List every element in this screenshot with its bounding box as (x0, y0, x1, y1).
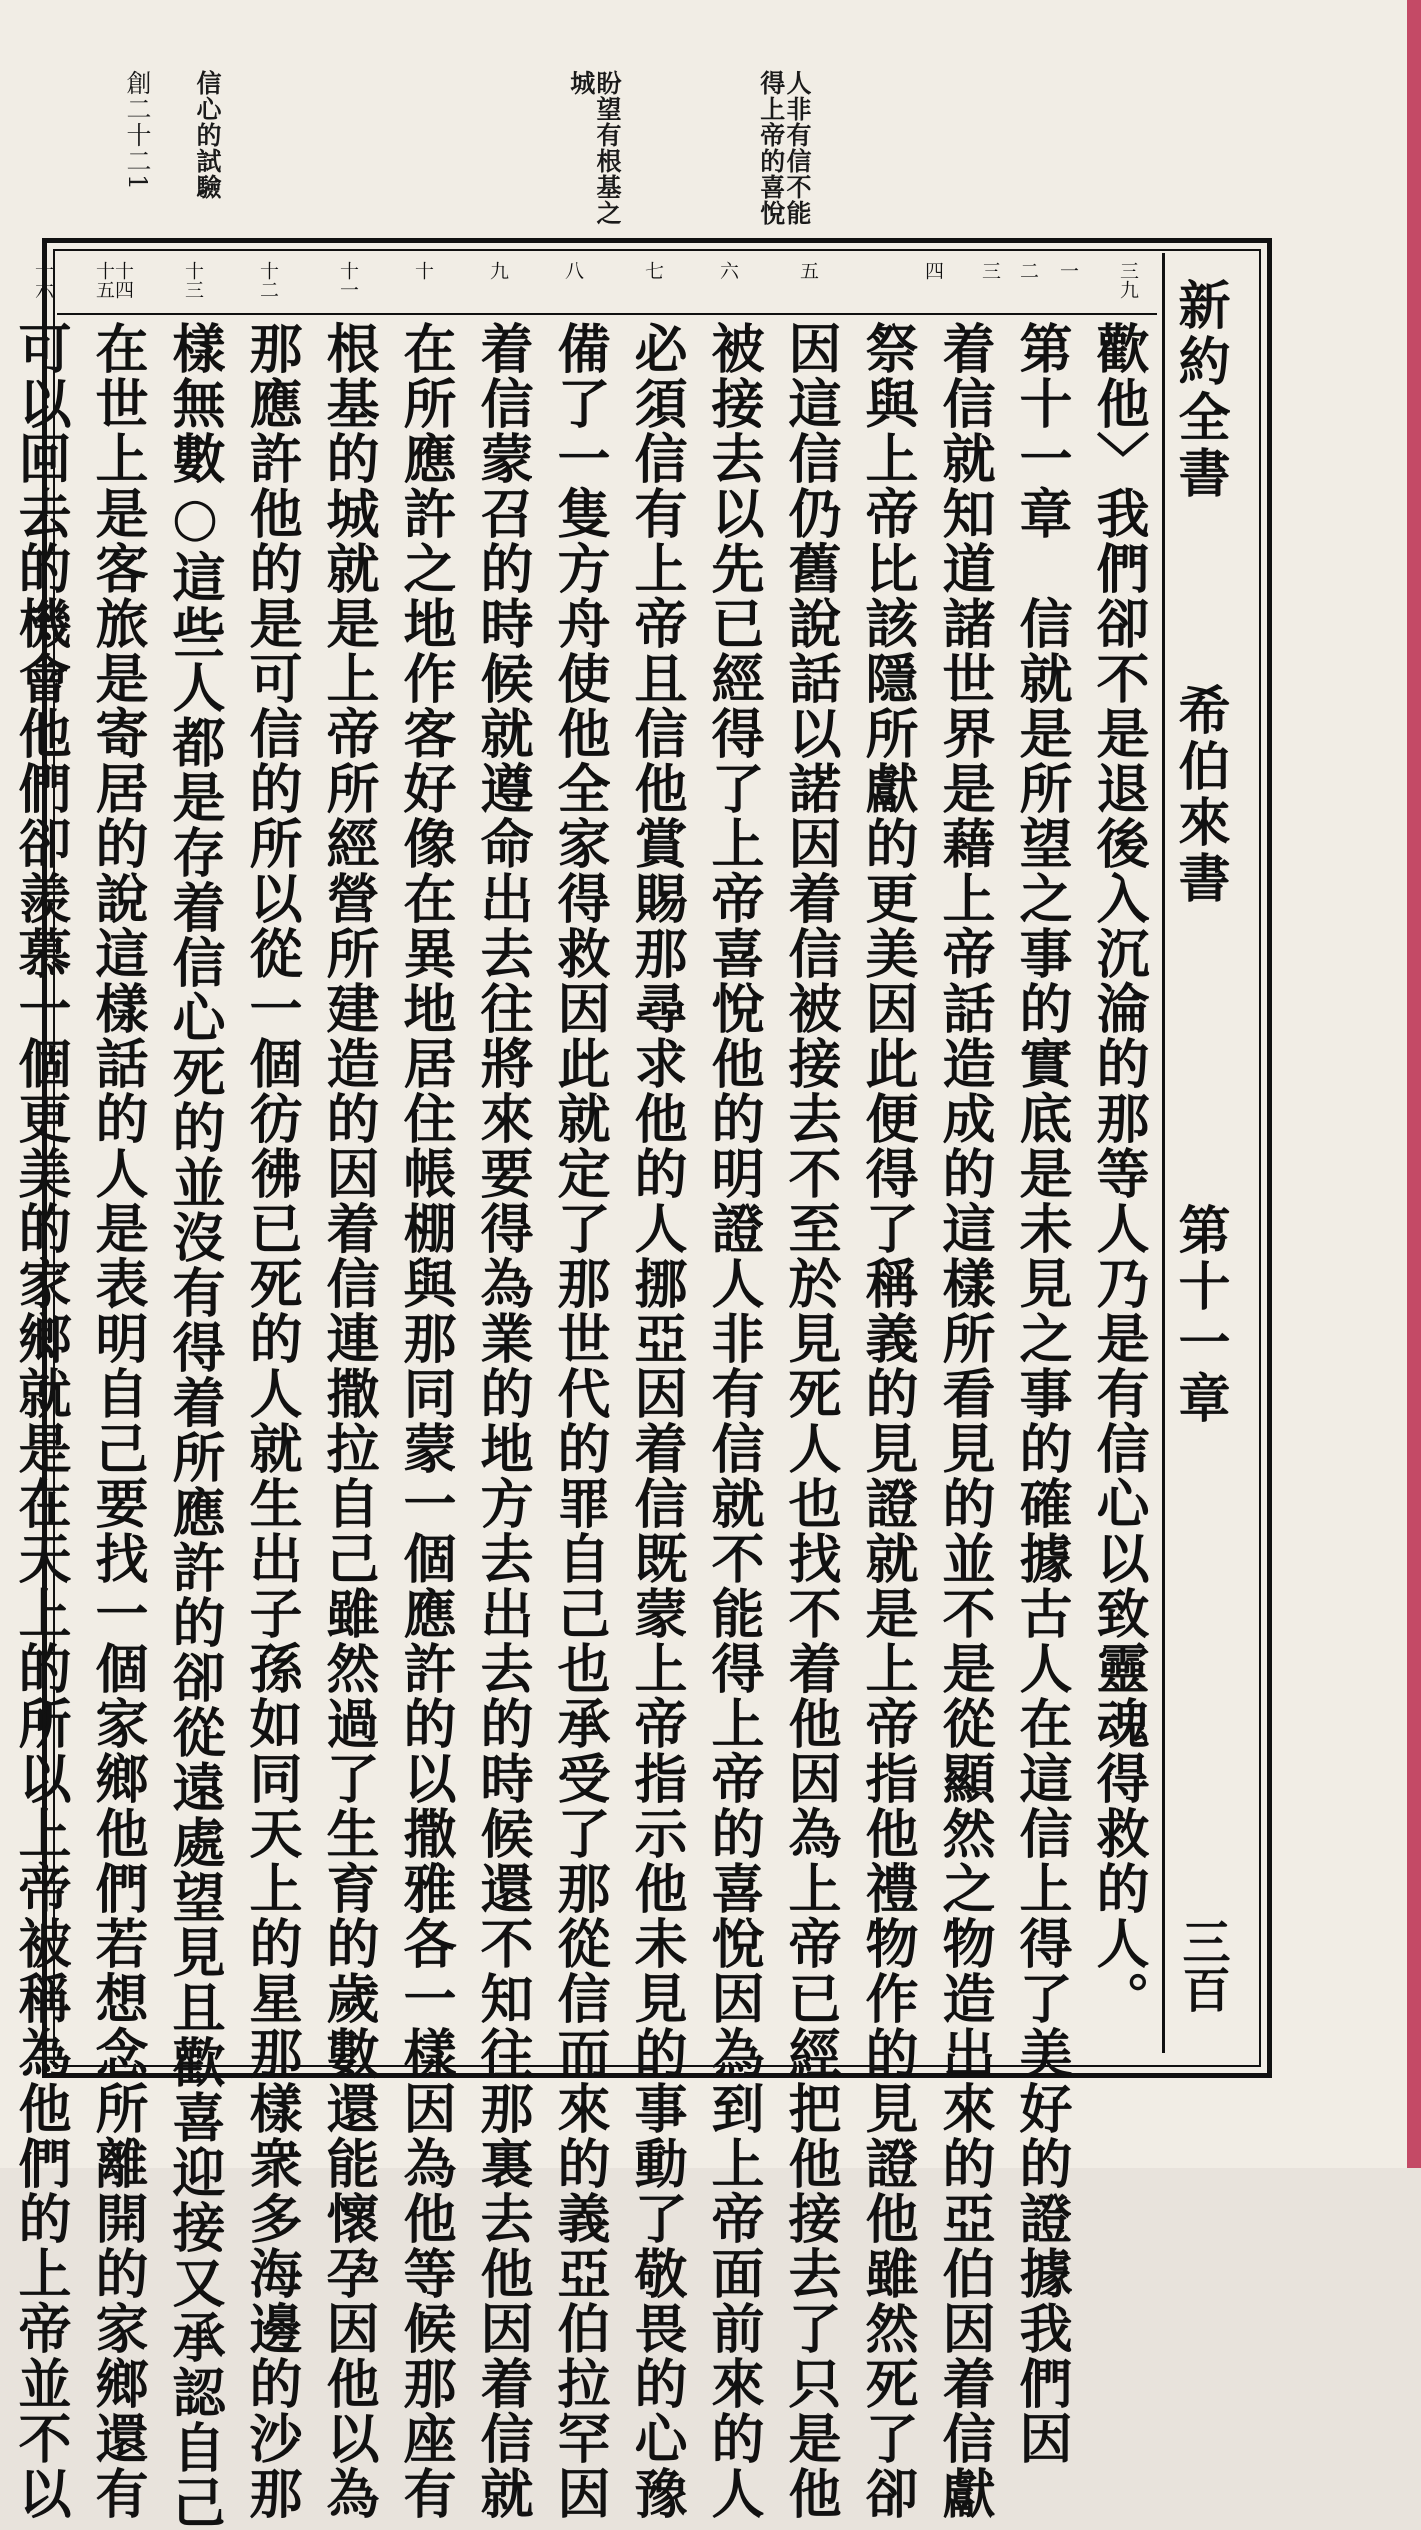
verse-number: 六 (717, 261, 739, 280)
text-line: 必須信有上帝且信他賞賜那尋求他的人挪亞因着信既蒙上帝指示他未見的事動了敬畏的心豫 (626, 321, 688, 2521)
text-line: 在世上是客旅是寄居的說這樣話的人是表明自己要找一個家鄉他們若想念所離開的家鄉還有 (87, 321, 149, 2521)
verse-number: 十 (412, 261, 434, 280)
text-line: 那應許他的是可信的所以從一個彷彿已死的人就生出子孫如同天上的星那樣衆多海邊的沙那 (241, 321, 303, 2521)
verse-number: 八 (562, 261, 584, 280)
verse-number: 九 (487, 261, 509, 280)
text-frame (10, 238, 1272, 2530)
text-line: 在所應許之地作客好像在異地居住帳棚與那同蒙一個應許的以撒雅各一樣因為他等候那座有 (395, 321, 457, 2521)
text-line: 因這信仍舊說話以諾因着信被接去不至於見死人也找不着他因為上帝已經把他接去了只是他 (780, 321, 842, 2521)
verse-number: 三 (979, 261, 1001, 280)
verse-number: 四 (922, 261, 944, 280)
text-line (0, 321, 2, 2063)
running-header (1162, 253, 1255, 2053)
verse-number: 一 (1057, 261, 1079, 280)
epistle-title: 希伯來書 (1169, 683, 1230, 907)
text-line: 可以回去的機會他們卻羨慕一個更美的家鄉就是在天上的所以上帝被稱為他們的上帝並不以 (10, 321, 72, 2521)
verse-number: 十一 (337, 261, 359, 299)
page-number: 三百 (1174, 1917, 1230, 2013)
text-line: 歡他〉我們卻不是退後入沉淪的那等人乃是有信心以致靈魂得救的人。 (1088, 321, 1150, 2026)
verse-number: 十六 (32, 261, 54, 299)
book-title: 新約全書 (1169, 278, 1230, 502)
verse-number: 十四十五 (93, 261, 134, 299)
verse-number: 五 (797, 261, 819, 280)
verse-number: 十二 (257, 261, 279, 299)
verse-number: 二 (1017, 261, 1039, 280)
text-line: 第十一章 信就是所望之事的實底是未見之事的確據古人在這信上得了美好的證據我們因 (1011, 321, 1073, 2466)
text-line: 着信蒙召的時候就遵命出去往將來要得為業的地方去出去的時候還不知往那裏去他因着信就 (472, 321, 534, 2521)
text-line: 着信就知道諸世界是藉上帝話造成的這樣所看見的並不是從顯然之物造出來的亞伯因着信獻 (934, 321, 996, 2521)
text-line: 備了一隻方舟使他全家得救因此就定了那世代的罪自己也承受了那從信而來的義亞伯拉罕因 (549, 321, 611, 2521)
chapter-title: 第十一章 (1169, 1203, 1230, 1427)
margin-note: 人非有信不能得上帝的喜悅 (756, 70, 812, 226)
verse-number: 十三 (182, 261, 204, 299)
text-line: 樣無數○這些人都是存着信心死的並沒有得着所應許的卻從遠處望見且歡喜迎接又承認自己 (164, 321, 226, 2530)
margin-notes (100, 70, 920, 240)
scripture-text (10, 321, 1157, 2530)
text-line: 被接去以先已經得了上帝喜悅他的明證人非有信就不能得上帝的喜悅因為到上帝面前來的人 (703, 321, 765, 2521)
margin-note: 信心的試驗 (193, 70, 222, 200)
verse-number: 三九 (1117, 261, 1139, 299)
text-line: 根基的城就是上帝所經營所建造的因着信連撒拉自己雖然過了生育的歲數還能懷孕因他以為 (318, 321, 380, 2521)
verse-number: 七 (642, 261, 664, 280)
verse-number-row (32, 253, 1157, 315)
text-line: 祭與上帝比該隱所獻的更美因此便得了稱義的見證就是上帝指他禮物作的見證他雖然死了卻 (857, 321, 919, 2521)
margin-note-reference: 創二十二1 (123, 70, 152, 191)
margin-note: 盼望有根基之城 (566, 70, 622, 226)
